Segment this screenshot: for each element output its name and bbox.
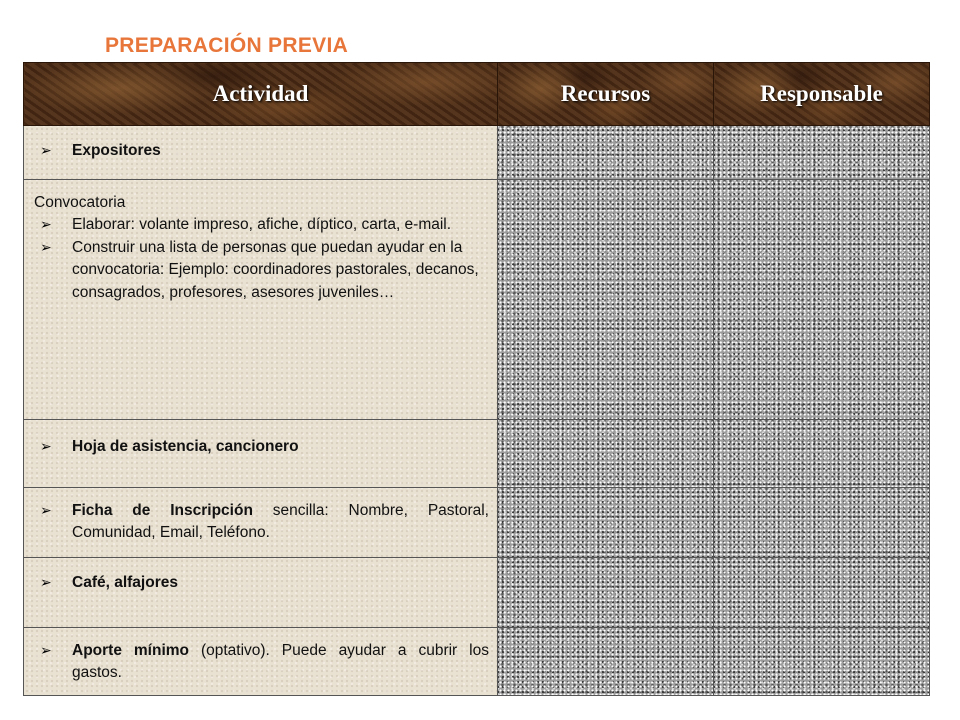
arrow-bullet-icon: ➢: [40, 142, 52, 158]
responsable-cell[interactable]: [714, 558, 930, 628]
page-title: PREPARACIÓN PREVIA: [105, 34, 349, 57]
responsable-cell[interactable]: [714, 126, 930, 180]
activity-cell: [24, 558, 498, 628]
header-responsable: Responsable: [714, 63, 930, 126]
responsable-cell[interactable]: [714, 420, 930, 488]
activity-text: sencilla: Nombre, Pastoral, Comunidad, Email, Teléfono.: [72, 502, 489, 542]
arrow-bullet-icon: ➢: [40, 574, 52, 590]
recursos-cell[interactable]: [498, 126, 714, 180]
list-item: [34, 237, 489, 304]
table-row: [24, 126, 930, 180]
responsable-cell[interactable]: [714, 628, 930, 696]
activity-bold: Ficha de Inscripción: [72, 502, 253, 519]
activity-bold: Café, alfajores: [72, 574, 178, 591]
list-item: [34, 214, 489, 236]
responsable-cell[interactable]: [714, 488, 930, 558]
header-recursos: Recursos: [498, 63, 714, 126]
list-item: [34, 436, 489, 458]
activity-heading: Convocatoria: [34, 194, 126, 211]
list-item: [34, 640, 489, 685]
activity-text: (optativo). Puede ayudar a cubrir los gastos.: [72, 642, 489, 682]
recursos-cell[interactable]: [498, 488, 714, 558]
table-row: [24, 180, 930, 420]
recursos-cell[interactable]: [498, 420, 714, 488]
activity-text: Construir una lista de personas que puedan ayudar en la convocatoria: Ejemplo: coordinadores pastorales, decanos, consagrados, profesores, asesores juveniles…: [72, 238, 479, 301]
arrow-bullet-icon: ➢: [40, 438, 52, 454]
table-row: [24, 628, 930, 696]
recursos-cell[interactable]: [498, 628, 714, 696]
table-header-row: [24, 63, 930, 126]
activity-text: Elaborar: volante impreso, afiche, díptico, carta, e-mail.: [72, 216, 452, 234]
arrow-bullet-icon: ➢: [40, 642, 52, 658]
activity-cell: [24, 180, 498, 420]
recursos-cell[interactable]: [498, 558, 714, 628]
table-row: [24, 420, 930, 488]
table-row: [24, 558, 930, 628]
responsable-cell[interactable]: [714, 180, 930, 420]
activity-cell: [24, 420, 498, 488]
arrow-bullet-icon: ➢: [40, 502, 52, 518]
list-item: [34, 500, 489, 545]
activity-bold: Aporte mínimo: [72, 642, 189, 659]
preparation-table: [23, 62, 930, 696]
activity-bold: Hoja de asistencia, cancionero: [72, 438, 299, 455]
activity-cell: [24, 488, 498, 558]
table-row: [24, 488, 930, 558]
activity-cell: [24, 126, 498, 180]
list-item: [34, 140, 489, 162]
arrow-bullet-icon: ➢: [40, 238, 52, 255]
arrow-bullet-icon: ➢: [40, 216, 52, 233]
list-item: [34, 572, 489, 594]
activity-bold: Expositores: [72, 142, 161, 159]
activity-cell: [24, 628, 498, 696]
recursos-cell[interactable]: [498, 180, 714, 420]
header-actividad: Actividad: [24, 63, 498, 126]
